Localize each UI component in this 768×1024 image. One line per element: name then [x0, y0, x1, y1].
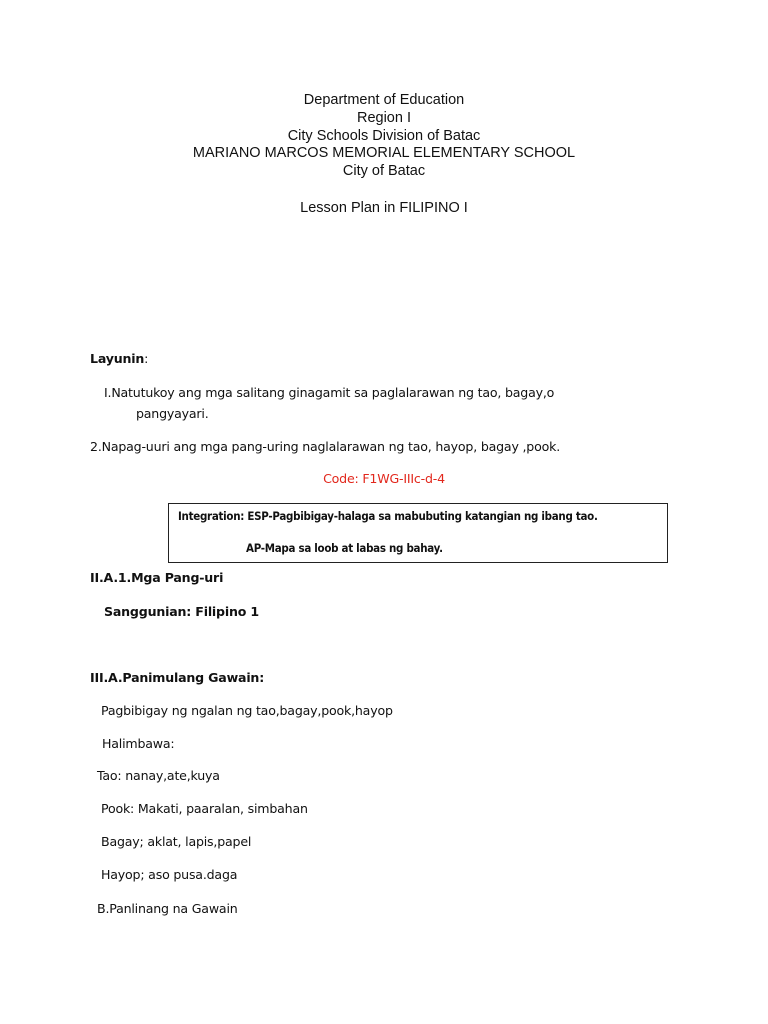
integration-line-2: AP-Mapa sa loob at labas ng bahay. — [246, 542, 443, 555]
objective-1-line-2: pangyayari. — [136, 406, 209, 421]
section-3-heading: III.A.Panimulang Gawain: — [90, 670, 265, 685]
example-hayop: Hayop; aso pusa.daga — [101, 867, 238, 882]
sanggunian: Sanggunian: Filipino 1 — [104, 604, 259, 619]
city-line: City of Batac — [342, 163, 426, 180]
section-2-heading: II.A.1.Mga Pang-uri — [90, 570, 224, 585]
objective-2: 2.Napag-uuri ang mga pang-uring naglalarawan ng tao, hayop, bagay ,pook. — [90, 439, 561, 454]
panlinang-heading: B.Panlinang na Gawain — [97, 901, 238, 916]
integration-box — [168, 503, 668, 563]
panimulang-intro: Pagbibigay ng ngalan ng tao,bagay,pook,hayop — [101, 703, 393, 718]
division-line: City Schools Division of Batac — [287, 127, 481, 144]
department-line: Department of Education — [303, 92, 465, 108]
layunin-colon: : — [144, 351, 149, 366]
learning-code: Code: F1WG-IIIc-d-4 — [323, 471, 445, 486]
layunin-label: Layunin — [90, 351, 145, 366]
layunin-heading — [90, 351, 148, 366]
example-bagay: Bagay; aklat, lapis,papel — [101, 834, 252, 849]
example-tao: Tao: nanay,ate,kuya — [97, 768, 220, 783]
document-header — [0, 92, 768, 181]
lesson-plan-title: Lesson Plan in FILIPINO I — [300, 200, 468, 216]
objective-1-line-1: I.Natutukoy ang mga salitang ginagamit sa paglalarawan ng tao, bagay,o — [104, 385, 555, 400]
halimbawa-label: Halimbawa: — [102, 736, 175, 751]
school-name: MARIANO MARCOS MEMORIAL ELEMENTARY SCHOOL — [192, 145, 576, 162]
integration-line-1: Integration: ESP-Pagbibigay-halaga sa mabubuting katangian ng ibang tao. — [178, 510, 598, 523]
region-line: Region I — [356, 109, 411, 126]
example-pook: Pook: Makati, paaralan, simbahan — [101, 801, 308, 816]
